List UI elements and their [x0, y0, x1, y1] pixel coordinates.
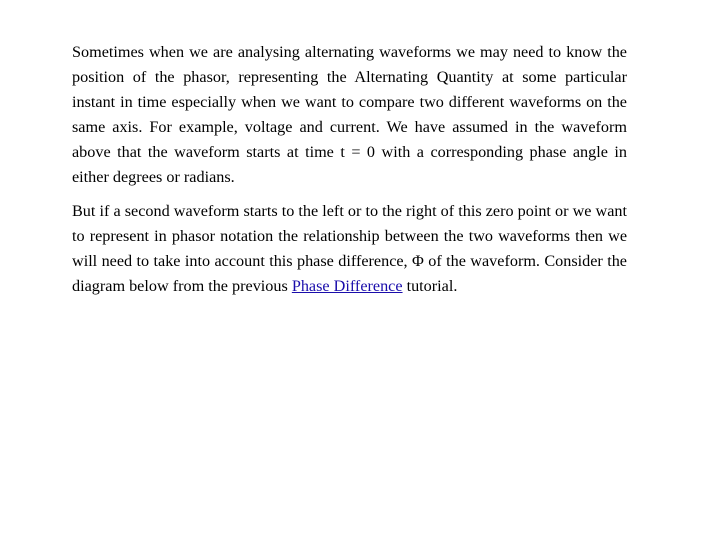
- paragraph-1: Sometimes when we are analysing alternating waveforms we may need to know the position of the phasor, representing the Alternating Quantity at some particular instant in time especially when we want to compare two different waveforms on the same axis. For example, voltage and current. We have assumed in the waveform above that the waveform starts at time t = 0 with a corresponding phase angle in either degrees or radians.: [72, 43, 627, 186]
- paragraph-2: [72, 199, 627, 299]
- paragraph-2-tail: tutorial.: [402, 277, 458, 295]
- phase-difference-link[interactable]: Phase Difference: [291, 277, 403, 295]
- document-body: [72, 40, 627, 308]
- paragraph-2-text: But if a second waveform starts to the left or to the right of this zero point or we want to represent in phasor notation the relationship between the two waveforms then we will need to take into account this phase difference, Φ of the waveform. Consider the diagram below from the previous: [72, 202, 627, 295]
